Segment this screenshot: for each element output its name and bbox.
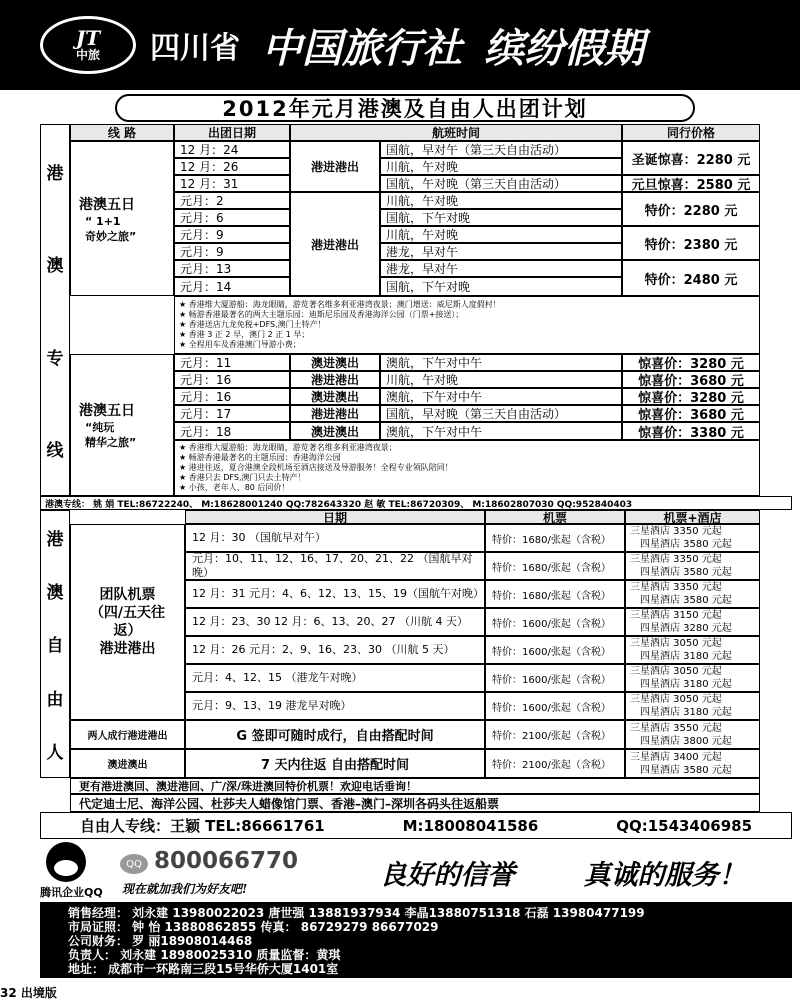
route-2-date: 元月：18 — [174, 422, 290, 440]
hotel-4star: 四星酒店 3580 元起 — [640, 595, 732, 606]
group-hotel — [625, 524, 760, 552]
footer-note-1: 更有港进澳回、澳进港回、广/深/珠进澳回特价机票！欢迎电话垂询！ — [70, 778, 760, 794]
route-1-date: 12 月：26 — [174, 158, 290, 175]
route-2-flight: 澳航，下午对中午 — [380, 354, 622, 371]
side-char: 线 — [46, 441, 64, 462]
route-2-notes — [174, 440, 760, 496]
hk-macau-contact-line: 港澳专线： 姚 娟 TEL:86722240、 M:18628001240 QQ:782643320 赵 敏 TEL:86720309、 M:18602807030 QQ:952840403 — [40, 496, 792, 510]
route-2-price: 惊喜价：3380 元 — [622, 422, 760, 440]
side-char: 港 — [46, 530, 64, 551]
province-title: 四川省 — [150, 31, 240, 66]
group-ticket: 特价：1600/张起（含税） — [485, 608, 625, 636]
hotel-3star: 三星酒店 3350 元起 — [630, 582, 722, 593]
team-line: 团队机票 — [99, 587, 156, 603]
route-2-price: 惊喜价：3280 元 — [622, 388, 760, 405]
route-1-price: 特价：2280 元 — [622, 192, 760, 226]
hotel-3star: 三星酒店 3050 元起 — [630, 638, 722, 649]
route-1-line2: 奇妙之旅” — [85, 229, 137, 243]
hotel-3star: 三星酒店 3550 元起 — [630, 722, 722, 734]
route-1-price: 圣诞惊喜：2280 元 — [622, 141, 760, 175]
contact-line: 公司财务： 罗 丽18908014468 — [68, 934, 253, 948]
route-1-flight: 国航，下午对晚 — [380, 209, 622, 226]
group-hotel — [625, 664, 760, 692]
side-char: 由 — [46, 689, 64, 710]
route-2 — [70, 354, 174, 496]
brand-title: 中国旅行社 — [262, 24, 462, 72]
qq-bubble-icon: QQ — [120, 854, 148, 874]
hotel-4star: 四星酒店 3580 元起 — [640, 764, 732, 776]
footer-note-2: 代定迪士尼、海洋公园、杜莎夫人蜡像馆门票、香港–澳门–深圳各码头往返船票 — [70, 794, 760, 812]
team-line: 港进港出 — [99, 641, 156, 657]
route-2-date: 元月：17 — [174, 405, 290, 422]
route-1-line1: “ 1+1 — [85, 214, 121, 228]
route-1-date: 元月：2 — [174, 192, 290, 209]
route-1-date: 12 月：31 — [174, 175, 290, 192]
route-1-name: 港澳五日 — [79, 196, 135, 213]
route-2-port: 港进港出 — [290, 371, 380, 388]
route-1 — [70, 141, 174, 296]
qq-area — [40, 842, 340, 898]
qq-invite: 现在就加我们为好友吧! — [122, 882, 248, 896]
slogan-part: 真诚的服务！ — [583, 859, 746, 891]
free-travel-hotline — [40, 812, 792, 839]
route-1-date: 元月：6 — [174, 209, 290, 226]
group-hotel — [625, 580, 760, 608]
route-1-flight: 川航，午对晚 — [380, 226, 622, 243]
route-2-price: 惊喜价：3680 元 — [622, 405, 760, 422]
hotel-3star: 三星酒店 3050 元起 — [630, 666, 722, 677]
logo-mark: JT — [75, 26, 101, 50]
team-line: 返） — [113, 623, 142, 639]
route-2-date: 元月：16 — [174, 371, 290, 388]
group-ticket: 特价：1600/张起（含税） — [485, 664, 625, 692]
group-date: 元月：4、12、15 （港龙午对晚） — [185, 664, 485, 692]
hotel-4star: 四星酒店 3180 元起 — [640, 707, 732, 718]
team-ticket-label — [70, 524, 185, 720]
route-1-price: 特价：2480 元 — [622, 260, 760, 296]
route-1-price: 特价：2380 元 — [622, 226, 760, 260]
side-label-free-travel — [40, 510, 70, 778]
hotline-mobile: M:18008041586 — [402, 816, 539, 835]
note-item: ★ 香港只去 DFS,澳门只去土特产！ — [179, 473, 306, 482]
hotel-3star: 三星酒店 3350 元起 — [630, 554, 722, 565]
group-hotel — [625, 552, 760, 580]
hotel-3star: 三星酒店 3050 元起 — [630, 694, 722, 705]
group-hotel — [625, 692, 760, 720]
route-2-line2: 精华之旅” — [85, 436, 137, 449]
header-date: 出团日期 — [174, 124, 290, 141]
note-item: ★ 畅游香港最著名的主题乐园：香港海洋公园 — [179, 453, 341, 462]
group-date: 12 月：31 元月：4、6、12、13、15、19（国航午对晚） — [185, 580, 485, 608]
group-ticket: 特价：1600/张起（含税） — [485, 692, 625, 720]
route-1-flight: 港龙，早对午 — [380, 243, 622, 260]
route-2-line1: “纯玩 — [85, 421, 115, 434]
route-1-price: 元旦惊喜：2580 元 — [622, 175, 760, 192]
group-ticket: 特价：1680/张起（含税） — [485, 580, 625, 608]
side-char: 自 — [46, 636, 64, 657]
hotel-3star: 三星酒店 3150 元起 — [630, 610, 722, 621]
schedule-grid — [40, 124, 792, 839]
hotel-3star: 三星酒店 3350 元起 — [630, 526, 722, 537]
macau-hotel — [625, 749, 760, 778]
group-date: 12 月：30 （国航早对午） — [185, 524, 485, 552]
header-g-ticket: 机票 — [485, 510, 625, 524]
header-flight: 航班时间 — [290, 124, 622, 141]
side-label-hk-macau — [40, 124, 70, 496]
route-2-flight: 国航，早对晚（第三天自由活动） — [380, 405, 622, 422]
note-item: ★ 香港送店九龙免税+DFS,澳门土特产！ — [179, 320, 326, 329]
qq-penguin-icon — [46, 842, 86, 882]
header-bar — [0, 0, 800, 90]
hotel-3star: 三星酒店 3400 元起 — [630, 751, 722, 763]
group-hotel — [625, 636, 760, 664]
route-1-flight: 国航，下午对晚 — [380, 277, 622, 296]
hotel-4star: 四星酒店 3580 元起 — [640, 539, 732, 550]
contact-line: 负责人： 刘永建 18980025310 质量监督：黄琪 — [68, 948, 341, 962]
macau-label: 澳进澳出 — [70, 749, 185, 778]
route-1-flight: 川航，午对晚 — [380, 192, 622, 209]
side-char: 人 — [46, 742, 64, 763]
route-2-price: 惊喜价：3280 元 — [622, 354, 760, 371]
route-2-flight: 川航，午对晚 — [380, 371, 622, 388]
route-2-flight: 澳航，下午对中午 — [380, 422, 622, 440]
group-date: 元月：10、11、12、16、17、20、21、22 （国航早对晚） — [185, 552, 485, 580]
group-ticket: 特价：1600/张起（含税） — [485, 636, 625, 664]
hotel-4star: 四星酒店 3580 元起 — [640, 567, 732, 578]
route-1-date: 元月：14 — [174, 277, 290, 296]
header-route: 线 路 — [70, 124, 174, 141]
slogan-title: 缤纷假期 — [484, 25, 644, 72]
two-person-label: 两人成行港进港出 — [70, 720, 185, 749]
route-2-name: 港澳五日 — [79, 403, 135, 419]
route-2-date: 元月：16 — [174, 388, 290, 405]
company-contacts — [40, 902, 792, 978]
two-person-ticket: 特价：2100/张起（含税） — [485, 720, 625, 749]
note-item: ★ 香港 3 正 2 早，澳门 2 正 1 早； — [179, 330, 310, 339]
group-hotel — [625, 608, 760, 636]
route-1-date: 元月：9 — [174, 226, 290, 243]
side-char: 港 — [46, 163, 64, 184]
group-date: 12 月：26 元月：2、9、16、23、30 （川航 5 天） — [185, 636, 485, 664]
contact-line: 地址： 成都市一环路南三段15号华侨大厦1401室 — [68, 962, 339, 976]
header-g-date: 日期 — [185, 510, 485, 524]
logo — [40, 16, 136, 74]
route-1-flight: 港龙，早对午 — [380, 260, 622, 277]
route-2-port: 澳进澳出 — [290, 354, 380, 371]
hotel-4star: 四星酒店 3180 元起 — [640, 679, 732, 690]
macau-desc: 7 天内往返 自由搭配时间 — [185, 749, 485, 778]
note-item: ★ 畅游香港最著名的两大主题乐园：迪斯尼乐园及香港海洋公园（门票+接送）； — [179, 310, 464, 319]
qq-label: 腾讯企业QQ — [40, 886, 103, 899]
side-char: 澳 — [46, 256, 64, 277]
hotline-qq: QQ:1543406985 — [616, 816, 753, 835]
side-char: 澳 — [46, 583, 64, 604]
route-2-price: 惊喜价：3680 元 — [622, 371, 760, 388]
route-2-port: 澳进澳出 — [290, 388, 380, 405]
route-1-date: 元月：13 — [174, 260, 290, 277]
hotline-label: 自由人专线：王颖 TEL:86661761 — [79, 817, 325, 835]
header-price: 同行价格 — [622, 124, 760, 141]
note-item: ★ 香港维大厦游船：海龙眼睛，游览著名维多利亚港湾夜景； — [179, 443, 397, 452]
route-1-notes — [174, 296, 760, 354]
plan-banner: 2012年元月港澳及自由人出团计划 — [115, 94, 695, 122]
group-date: 元月：9、13、19 港龙早对晚） — [185, 692, 485, 720]
contact-line: 市局证照： 钟 怡 13880862855 传真： 86729279 86677029 — [68, 920, 439, 934]
page-number: 32 出境版 — [0, 986, 57, 1000]
hotel-4star: 四星酒店 3180 元起 — [640, 651, 732, 662]
note-item: ★ 香港维大厦游船：海龙眼睛，游览著名维多利亚港湾夜景；澳门增送：威尼斯人度假村！ — [179, 300, 501, 309]
qq-number: 800066770 — [154, 848, 299, 874]
route-2-date: 元月：11 — [174, 354, 290, 371]
group-ticket: 特价：1680/张起（含税） — [485, 524, 625, 552]
group-date: 12 月：23、30 12 月：6、13、20、27 （川航 4 天） — [185, 608, 485, 636]
note-item: ★ 小孩、老年人、80 后同价！ — [179, 483, 290, 492]
route-2-port: 澳进澳出 — [290, 422, 380, 440]
header-g-hotel: 机票+酒店 — [625, 510, 760, 524]
route-1-flight: 国航，早对午（第三天自由活动） — [380, 141, 622, 158]
slogan-part: 良好的信誉 — [379, 859, 515, 891]
route-1-flight: 国航，午对晚（第三天自由活动） — [380, 175, 622, 192]
route-1-port: 港进港出 — [290, 192, 380, 296]
note-item: ★ 港进往返，夏合港澳全段机场至酒店接送及导游服务！全程专业领队陪同！ — [179, 463, 453, 472]
hotel-4star: 四星酒店 3800 元起 — [640, 735, 732, 747]
two-person-desc: G 签即可随时成行，自由搭配时间 — [185, 720, 485, 749]
route-1-date: 12 月：24 — [174, 141, 290, 158]
macau-ticket: 特价：2100/张起（含税） — [485, 749, 625, 778]
note-item: ★ 全程用车及香港澳门导游小费； — [179, 340, 301, 349]
group-ticket: 特价：1680/张起（含税） — [485, 552, 625, 580]
contact-line: 销售经理： 刘永建 13980022023 唐世强 13881937934 李晶13880751318 石磊 13980477199 — [68, 906, 645, 920]
route-1-port: 港进港出 — [290, 141, 380, 192]
two-person-hotel — [625, 720, 760, 749]
logo-text: 中旅 — [75, 48, 100, 62]
service-slogan — [345, 850, 780, 894]
route-2-flight: 澳航，下午对中午 — [380, 388, 622, 405]
team-line: （四/五天往 — [89, 605, 166, 621]
side-char: 专 — [46, 348, 64, 369]
route-1-flight: 川航，午对晚 — [380, 158, 622, 175]
hotel-4star: 四星酒店 3280 元起 — [640, 623, 732, 634]
route-1-date: 元月：9 — [174, 243, 290, 260]
route-2-port: 港进港出 — [290, 405, 380, 422]
